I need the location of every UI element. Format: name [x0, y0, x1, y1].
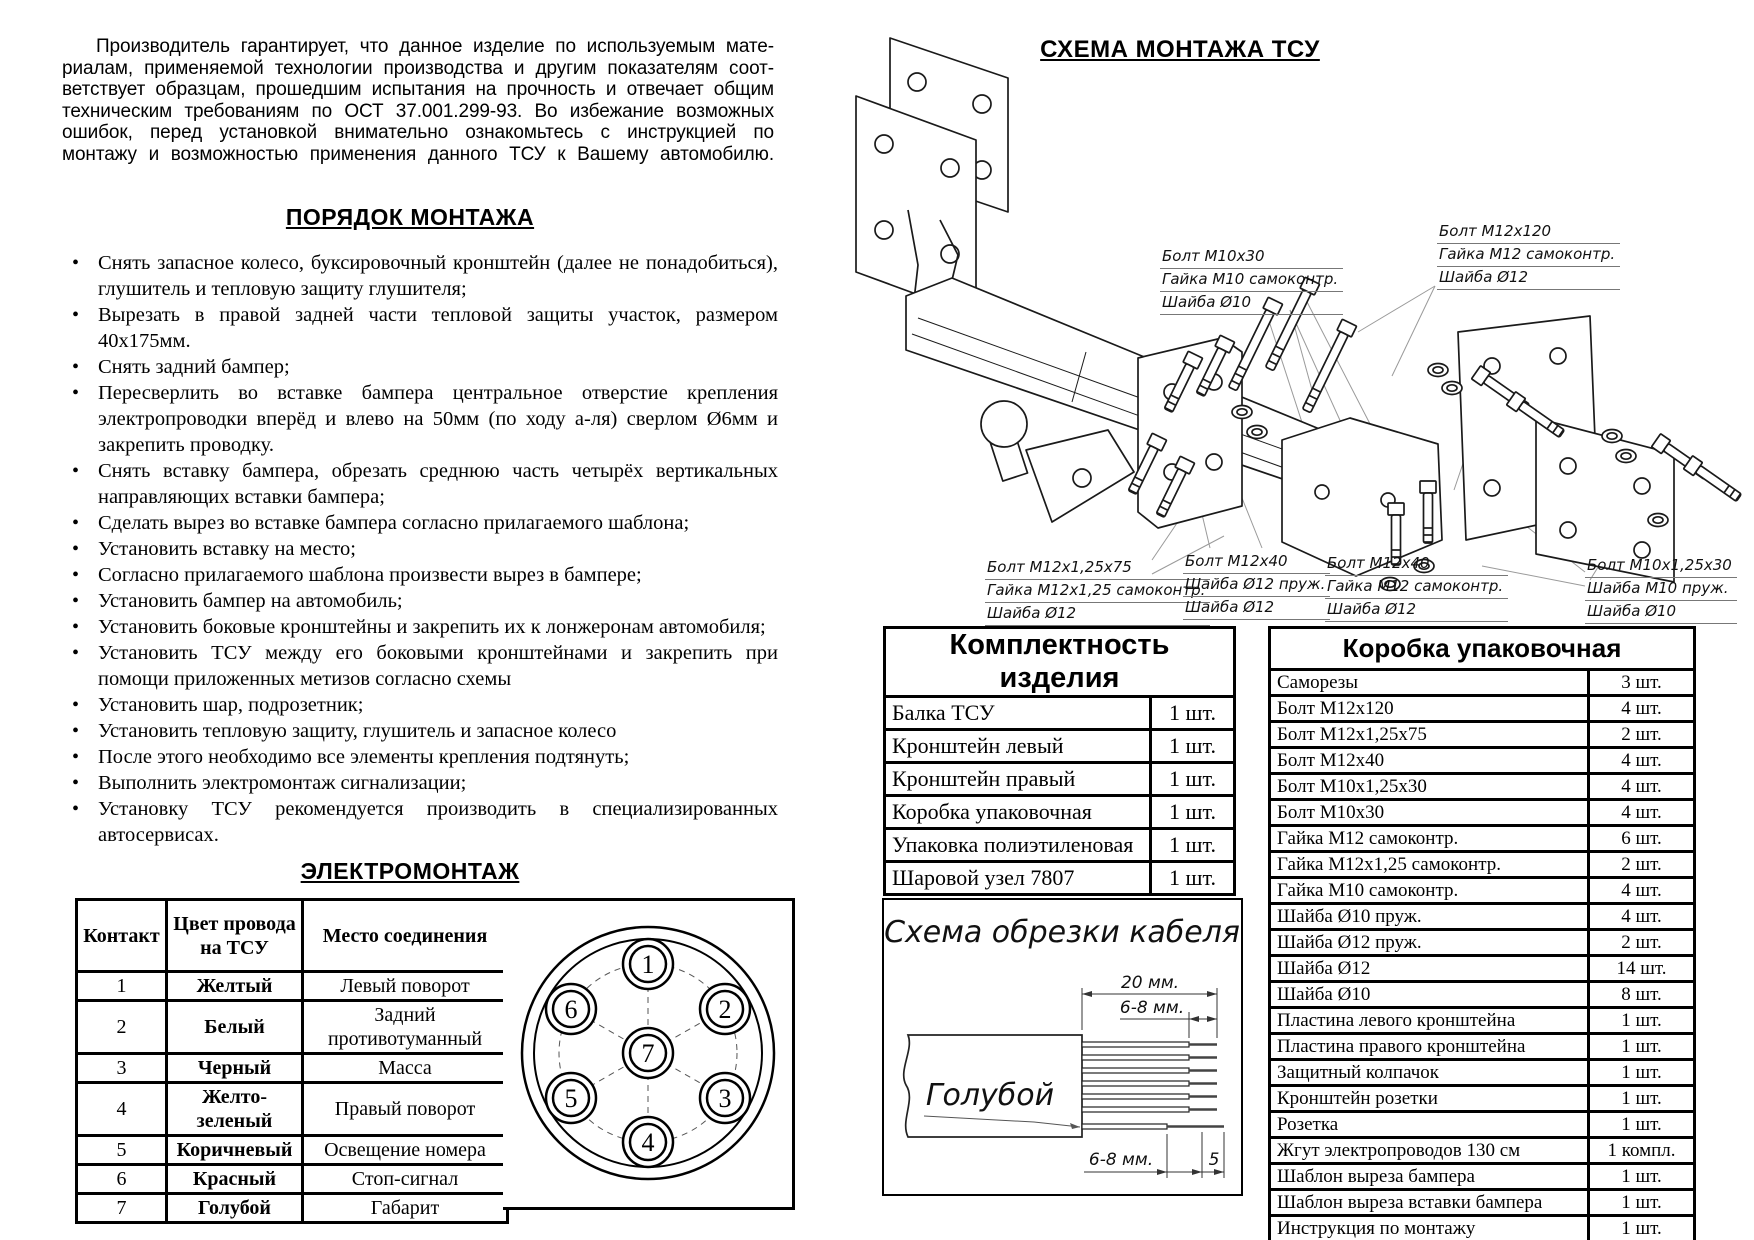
montage-step: • Установить шар, подрозетник; [62, 692, 778, 718]
montage-step: • Снять задний бампер; [62, 354, 778, 380]
packing-item-qty: 4 шт. [1588, 748, 1694, 774]
montage-step: • Установить тепловую защиту, глушитель и запасное колесо [62, 718, 778, 744]
packing-item-qty: 1 компл. [1588, 1138, 1694, 1164]
callout-bolt-m10x30 [1160, 246, 1343, 315]
packing-item-qty: 14 шт. [1588, 956, 1694, 982]
packing-box-row [1270, 1112, 1695, 1138]
montage-step: • Выполнить электромонтаж сигнализации; [62, 770, 778, 796]
callout-line: Болт М12х40 [1325, 553, 1508, 576]
wire-color: Желто-зеленый [167, 1083, 303, 1136]
montage-step: • Вырезать в правой задней части тепловой защиты участок, размером 40х175мм. [62, 302, 778, 354]
callout-bolt-m10x125x30 [1585, 555, 1737, 624]
packing-item-name: Гайка М12 самоконтр. [1270, 826, 1589, 852]
packing-item-qty: 4 шт. [1588, 696, 1694, 722]
connector-pin-7: 7 [641, 1039, 655, 1068]
electro-table-row [77, 1194, 508, 1223]
wire-color: Коричневый [167, 1136, 303, 1165]
montage-step: • Установить боковые кронштейны и закрепить их к лонжеронам автомобиля; [62, 614, 778, 640]
intro-line: монтажу и возможностью применения данного ТСУ к Вашему автомобилю. [62, 143, 774, 165]
kit-row [885, 829, 1235, 862]
kit-item-qty: 1 шт. [1151, 697, 1235, 730]
kit-item-qty: 1 шт. [1151, 730, 1235, 763]
packing-box-row [1270, 774, 1695, 800]
packing-item-name: Инструкция по монтажу [1270, 1216, 1589, 1240]
packing-item-qty: 3 шт. [1588, 670, 1694, 696]
callout-line: Болт М10х30 [1160, 246, 1343, 269]
intro-line: риалам, применяемой технологии производства и другим показателям соот- [62, 57, 774, 79]
connection-place: Левый поворот [303, 972, 508, 1001]
kit-item-name: Кронштейн левый [885, 730, 1151, 763]
montage-step: • После этого необходимо все элементы крепления подтянуть; [62, 744, 778, 770]
packing-item-name: Защитный колпачок [1270, 1060, 1589, 1086]
montage-step: • Снять вставку бампера, обрезать среднюю часть четырёх вертикальных направляющих вставки бампера; [62, 458, 778, 510]
electro-table-header [77, 900, 508, 972]
packing-item-qty: 1 шт. [1588, 1216, 1694, 1240]
electro-table-row [77, 972, 508, 1001]
montage-step: • Установку ТСУ рекомендуется производить в специализированных автосервисах. [62, 796, 778, 848]
callout-line: Гайка М12 самоконтр. [1437, 244, 1620, 267]
packing-box-row [1270, 748, 1695, 774]
kit-item-qty: 1 шт. [1151, 763, 1235, 796]
intro-line: техническим требованиям по ОСТ 37.001.299-93. Во избежание возможных [62, 100, 774, 122]
callout-line: Гайка М10 самоконтр. [1160, 269, 1343, 292]
connection-place: Масса [303, 1054, 508, 1083]
connector-diagram [503, 898, 795, 1210]
kit-item-name: Балка ТСУ [885, 697, 1151, 730]
callout-line: Шайба Ø12 [1437, 267, 1620, 290]
kit-item-name: Кронштейн правый [885, 763, 1151, 796]
packing-item-name: Болт М12х40 [1270, 748, 1589, 774]
connection-place: Освещение номера [303, 1136, 508, 1165]
kit-row [885, 862, 1235, 895]
electro-table-row [77, 1083, 508, 1136]
packing-box-row [1270, 930, 1695, 956]
cable-cut-scheme [882, 898, 1243, 1196]
connection-place: Задний противотуманный [303, 1001, 508, 1054]
electro-table [75, 898, 509, 1224]
packing-box-row [1270, 722, 1695, 748]
packing-item-name: Шаблон выреза бампера [1270, 1164, 1589, 1190]
packing-item-qty: 1 шт. [1588, 1164, 1694, 1190]
packing-box-row [1270, 826, 1695, 852]
pin-number: 3 [77, 1054, 167, 1083]
packing-item-name: Кронштейн розетки [1270, 1086, 1589, 1112]
montage-step: • Установить вставку на место; [62, 536, 778, 562]
pin-number: 5 [77, 1136, 167, 1165]
packing-item-name: Болт М10х1,25х30 [1270, 774, 1589, 800]
intro-paragraph [62, 36, 774, 165]
packing-item-qty: 4 шт. [1588, 878, 1694, 904]
packing-item-qty: 2 шт. [1588, 722, 1694, 748]
callout-bolt-m12x40-nut [1325, 553, 1508, 622]
connector-pin-2: 2 [718, 995, 732, 1024]
montage-steps-list [62, 250, 778, 848]
packing-item-qty: 1 шт. [1588, 1034, 1694, 1060]
connection-place: Правый поворот [303, 1083, 508, 1136]
wire-color: Черный [167, 1054, 303, 1083]
montage-step: • Сделать вырез во вставке бампера согласно прилагаемого шаблона; [62, 510, 778, 536]
col-wire-color: Цвет провода на ТСУ [167, 900, 303, 972]
blue-wire-label: Голубой [925, 1078, 1055, 1113]
packing-box-row [1270, 1138, 1695, 1164]
kit-item-name: Коробка упаковочная [885, 796, 1151, 829]
kit-row [885, 730, 1235, 763]
dim-20mm: 20 мм. [1120, 973, 1180, 993]
intro-line: ветствует образцам, прошедшим испытания на прочность и отвечает общим [62, 79, 774, 100]
packing-item-name: Болт М12х120 [1270, 696, 1589, 722]
kit-item-qty: 1 шт. [1151, 862, 1235, 895]
packing-box-row [1270, 904, 1695, 930]
pin-number: 6 [77, 1165, 167, 1194]
montage-step: • Пересверлить во вставке бампера центральное отверстие крепления электропроводки вперёд и влево на 50мм (по ходу а-ля) сверлом Ø6мм и закрепить проводку. [62, 380, 778, 458]
packing-box-row [1270, 852, 1695, 878]
packing-box-row [1270, 1060, 1695, 1086]
packing-item-name: Шайба Ø10 пруж. [1270, 904, 1589, 930]
connection-place: Габарит [303, 1194, 508, 1223]
packing-item-qty: 2 шт. [1588, 852, 1694, 878]
connector-pinout [503, 901, 792, 1207]
packing-item-qty: 1 шт. [1588, 1086, 1694, 1112]
electro-table-row [77, 1165, 508, 1194]
packing-item-qty: 1 шт. [1588, 1112, 1694, 1138]
kit-row [885, 796, 1235, 829]
packing-item-name: Болт М12х1,25х75 [1270, 722, 1589, 748]
connector-pin-5: 5 [564, 1084, 578, 1113]
kit-item-name: Упаковка полиэтиленовая [885, 829, 1151, 862]
packing-item-qty: 1 шт. [1588, 1008, 1694, 1034]
callout-line: Шайба Ø12 [1183, 597, 1330, 620]
packing-item-name: Гайка М10 самоконтр. [1270, 878, 1589, 904]
packing-item-qty: 4 шт. [1588, 904, 1694, 930]
pin-number: 4 [77, 1083, 167, 1136]
electro-table-row [77, 1136, 508, 1165]
packing-box-row [1270, 1086, 1695, 1112]
callout-line: Гайка М12 самоконтр. [1325, 576, 1508, 599]
dim-6-8mm-bottom: 6-8 мм. [1088, 1150, 1154, 1170]
packing-box-row [1270, 1190, 1695, 1216]
packing-box-row [1270, 1164, 1695, 1190]
scheme-title: СХЕМА МОНТАЖА ТСУ [1040, 36, 1320, 63]
wire-color: Белый [167, 1001, 303, 1054]
packing-box-row [1270, 878, 1695, 904]
packing-item-qty: 4 шт. [1588, 800, 1694, 826]
dim-6-8mm-top: 6-8 мм. [1119, 998, 1185, 1018]
montage-drawing [790, 20, 1754, 630]
packing-item-name: Болт М10х30 [1270, 800, 1589, 826]
wire-color: Красный [167, 1165, 303, 1194]
packing-item-name: Пластина левого кронштейна [1270, 1008, 1589, 1034]
col-contact: Контакт [77, 900, 167, 972]
packing-box-row [1270, 696, 1695, 722]
packing-box-row [1270, 1216, 1695, 1240]
wire-color: Голубой [167, 1194, 303, 1223]
callout-line: Болт М12х40 [1183, 551, 1330, 574]
callout-line: Шайба М10 пруж. [1585, 578, 1737, 601]
callout-line: Гайка М12х1,25 самоконтр. [985, 580, 1210, 603]
packing-item-name: Саморезы [1270, 670, 1589, 696]
callout-line: Шайба Ø12 [1325, 599, 1508, 622]
packing-box-table [1268, 626, 1696, 1240]
packing-item-qty: 6 шт. [1588, 826, 1694, 852]
pin-number: 1 [77, 972, 167, 1001]
intro-line: Производитель гарантирует, что данное изделие по используемым мате- [96, 36, 774, 57]
electro-table-row [77, 1054, 508, 1083]
montage-step: • Согласно прилагаемого шаблона произвести вырез в бампере; [62, 562, 778, 588]
packing-box-title-text: Коробка упаковочная [1270, 628, 1695, 670]
packing-item-name: Шайба Ø12 пруж. [1270, 930, 1589, 956]
packing-item-qty: 2 шт. [1588, 930, 1694, 956]
callout-line: Болт М12х1,25х75 [985, 557, 1210, 580]
callout-line: Болт М10х1,25х30 [1585, 555, 1737, 578]
wire-color: Желтый [167, 972, 303, 1001]
packing-item-qty: 8 шт. [1588, 982, 1694, 1008]
packing-box-row [1270, 956, 1695, 982]
pin-number: 2 [77, 1001, 167, 1054]
packing-box-row [1270, 670, 1695, 696]
callout-line: Болт М12х120 [1437, 221, 1620, 244]
packing-item-name: Жгут электропроводов 130 см [1270, 1138, 1589, 1164]
packing-box-row [1270, 1034, 1695, 1060]
connector-pin-1: 1 [641, 950, 655, 979]
packing-item-qty: 1 шт. [1588, 1060, 1694, 1086]
kit-table-title-text: Комплектность изделия [885, 628, 1235, 697]
packing-box-row [1270, 1008, 1695, 1034]
montage-step: • Установить бампер на автомобиль; [62, 588, 778, 614]
packing-box-row [1270, 800, 1695, 826]
callout-line: Шайба Ø12 пруж. [1183, 574, 1330, 597]
packing-item-name: Гайка М12х1,25 самоконтр. [1270, 852, 1589, 878]
connection-place: Стоп-сигнал [303, 1165, 508, 1194]
packing-item-qty: 1 шт. [1588, 1190, 1694, 1216]
kit-item-qty: 1 шт. [1151, 796, 1235, 829]
callout-line: Шайба Ø10 [1585, 601, 1737, 624]
kit-item-name: Шаровой узел 7807 [885, 862, 1151, 895]
electro-heading: ЭЛЕКТРОМОНТАЖ [300, 858, 520, 884]
montage-step: • Снять запасное колесо, буксировочный кронштейн (далее не понадобиться), глушитель и тепловую защиту глушителя; [62, 250, 778, 302]
packing-item-name: Шаблон выреза вставки бампера [1270, 1190, 1589, 1216]
kit-table [883, 626, 1236, 896]
kit-table-title [885, 628, 1235, 697]
callout-bolt-m12x40-spring [1183, 551, 1330, 620]
connector-pin-3: 3 [718, 1084, 732, 1113]
dim-5: 5 [1208, 1150, 1220, 1170]
packing-item-name: Шайба Ø10 [1270, 982, 1589, 1008]
callout-line: Шайба Ø12 [985, 603, 1210, 626]
packing-item-name: Шайба Ø12 [1270, 956, 1589, 982]
cable-scheme-title: Схема обрезки кабеля [884, 915, 1240, 950]
packing-item-name: Розетка [1270, 1112, 1589, 1138]
connector-pin-6: 6 [564, 995, 578, 1024]
montage-order-heading: ПОРЯДОК МОНТАЖА [285, 204, 535, 230]
packing-box-title [1270, 628, 1695, 670]
col-connection: Место соединения [303, 900, 508, 972]
kit-item-qty: 1 шт. [1151, 829, 1235, 862]
callout-line: Шайба Ø10 [1160, 292, 1343, 315]
callout-bolt-m12x125x75 [985, 557, 1210, 626]
intro-line: ошибок, перед установкой внимательно ознакомьтесь с инструкцией по [62, 122, 774, 143]
kit-row [885, 697, 1235, 730]
callout-bolt-m12x120 [1437, 221, 1620, 290]
pin-number: 7 [77, 1194, 167, 1223]
montage-step: • Установить ТСУ между его боковыми кронштейнами и закрепить при помощи приложенных метизов согласно схемы [62, 640, 778, 692]
cable-cut-drawing [884, 900, 1241, 1194]
packing-item-name: Пластина правого кронштейна [1270, 1034, 1589, 1060]
connector-pin-4: 4 [641, 1128, 655, 1157]
packing-item-qty: 4 шт. [1588, 774, 1694, 800]
kit-row [885, 763, 1235, 796]
electro-table-row [77, 1001, 508, 1054]
packing-box-row [1270, 982, 1695, 1008]
